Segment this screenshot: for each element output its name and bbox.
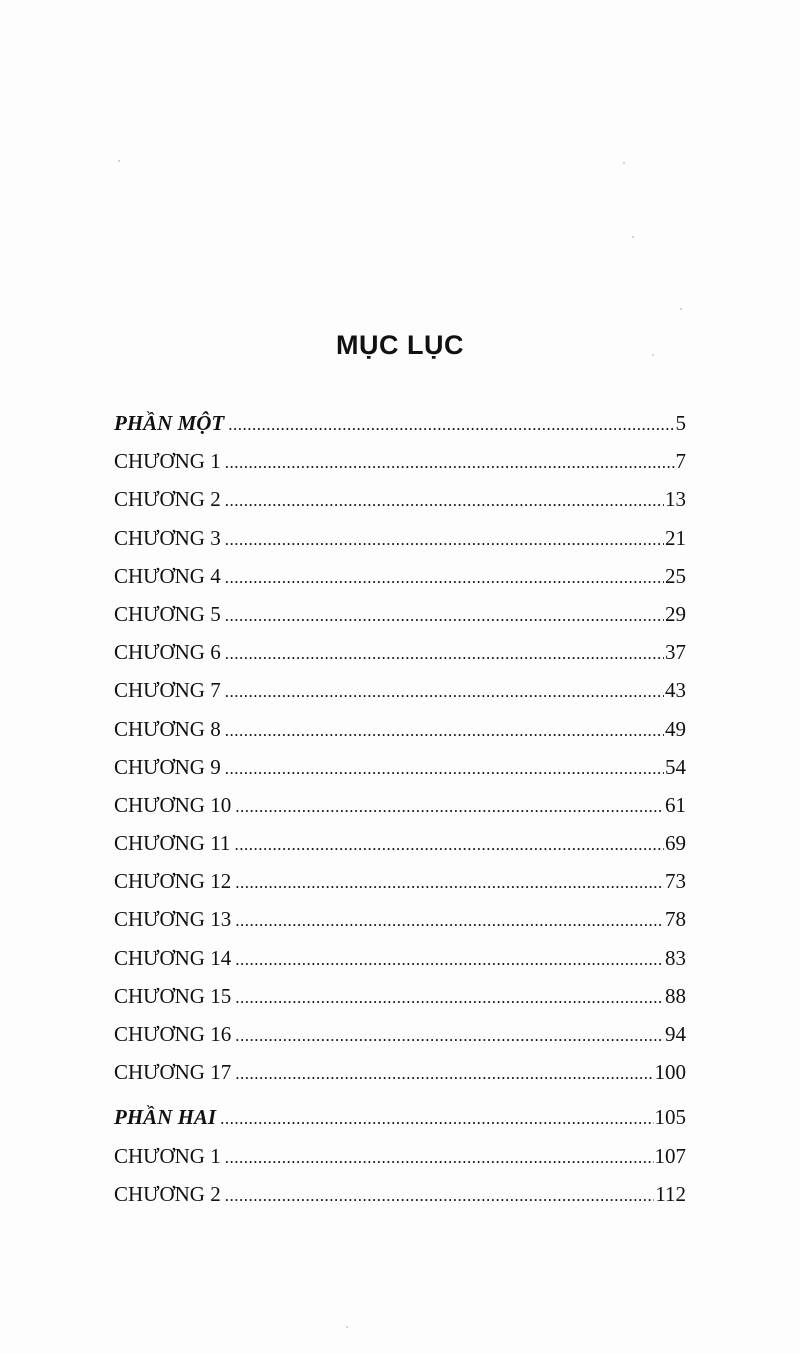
toc-page-number: 83 bbox=[665, 945, 686, 970]
dot-leader bbox=[234, 826, 664, 864]
toc-entry-label: CHƯƠNG 3 bbox=[114, 525, 221, 550]
toc-chapter-entry bbox=[114, 519, 686, 557]
dot-leader bbox=[225, 1139, 654, 1177]
dot-leader bbox=[235, 864, 664, 902]
toc-page-number: 88 bbox=[665, 983, 686, 1008]
toc-entry-label: CHƯƠNG 14 bbox=[114, 945, 232, 970]
toc-page-number: 107 bbox=[654, 1143, 686, 1168]
dot-leader bbox=[235, 941, 664, 979]
toc-chapter-entry bbox=[114, 710, 686, 748]
toc-chapter-entry bbox=[114, 671, 686, 709]
dot-leader bbox=[225, 597, 664, 635]
toc-chapter-entry bbox=[114, 939, 686, 977]
toc-page-number: 100 bbox=[654, 1060, 686, 1085]
dot-leader bbox=[235, 1017, 664, 1055]
toc-page-number: 112 bbox=[655, 1181, 686, 1206]
dot-leader bbox=[225, 1177, 655, 1215]
toc-page-number: 49 bbox=[665, 716, 686, 741]
toc-chapter-entry bbox=[114, 862, 686, 900]
toc-part-entry bbox=[114, 404, 686, 442]
toc-entry-label: CHƯƠNG 12 bbox=[114, 869, 232, 894]
toc-part-entry bbox=[114, 1098, 686, 1136]
toc-entry-label: CHƯƠNG 16 bbox=[114, 1022, 232, 1046]
toc-entry-label: CHƯƠNG 1 bbox=[114, 449, 221, 474]
toc-page-number: 105 bbox=[654, 1105, 686, 1130]
page-title: MỤC LỤC bbox=[336, 330, 464, 361]
toc-page-number: 25 bbox=[665, 563, 686, 588]
toc-entry-label: PHẦN MỘT bbox=[114, 411, 225, 435]
dot-leader bbox=[220, 1100, 653, 1138]
toc-entry-label: PHẦN HAI bbox=[114, 1105, 217, 1130]
toc-chapter-entry bbox=[114, 480, 686, 518]
dot-leader bbox=[225, 750, 664, 788]
toc-entry-label: CHƯƠNG 11 bbox=[114, 831, 231, 856]
toc-chapter-entry bbox=[114, 824, 686, 862]
toc-chapter-entry bbox=[114, 595, 686, 633]
dot-leader bbox=[225, 521, 664, 559]
dot-leader bbox=[235, 979, 664, 1017]
toc-chapter-entry bbox=[114, 977, 686, 1015]
dot-leader bbox=[225, 712, 664, 750]
toc-entry-label: CHƯƠNG 10 bbox=[114, 792, 232, 817]
table-of-contents bbox=[114, 404, 686, 1213]
toc-chapter-entry bbox=[114, 748, 686, 786]
toc-page-number: 61 bbox=[665, 792, 686, 817]
toc-entry-label: CHƯƠNG 2 bbox=[114, 1181, 221, 1206]
toc-chapter-entry bbox=[114, 1175, 686, 1213]
dot-leader bbox=[228, 406, 674, 444]
toc-page-number: 21 bbox=[665, 525, 686, 550]
scan-speck bbox=[346, 1326, 348, 1328]
scan-speck bbox=[623, 162, 625, 164]
dot-leader bbox=[235, 788, 664, 826]
toc-entry-label: CHƯƠNG 4 bbox=[114, 563, 221, 588]
toc-page-number: 7 bbox=[675, 449, 686, 474]
dot-leader bbox=[225, 444, 675, 482]
toc-entry-label: CHƯƠNG 17 bbox=[114, 1060, 232, 1085]
toc-page-number: 29 bbox=[665, 601, 686, 626]
dot-leader bbox=[225, 673, 664, 711]
toc-entry-label: CHƯƠNG 5 bbox=[114, 601, 221, 626]
toc-chapter-entry bbox=[114, 1053, 686, 1091]
toc-entry-label: CHƯƠNG 8 bbox=[114, 716, 221, 741]
toc-page-number: 13 bbox=[665, 487, 686, 512]
toc-entry-label: CHƯƠNG 1 bbox=[114, 1143, 221, 1168]
toc-chapter-entry bbox=[114, 786, 686, 824]
toc-entry-label: CHƯƠNG 6 bbox=[114, 640, 221, 665]
toc-page-number: 73 bbox=[665, 869, 686, 894]
toc-chapter-entry bbox=[114, 442, 686, 480]
toc-page-number: 54 bbox=[665, 754, 686, 779]
toc-page-number: 5 bbox=[675, 411, 686, 435]
toc-chapter-entry bbox=[114, 557, 686, 595]
dot-leader bbox=[225, 635, 664, 673]
toc-page-number: 37 bbox=[665, 640, 686, 665]
dot-leader bbox=[225, 559, 664, 597]
toc-entry-label: CHƯƠNG 2 bbox=[114, 487, 221, 512]
toc-entry-label: CHƯƠNG 15 bbox=[114, 983, 232, 1008]
toc-chapter-entry bbox=[114, 1137, 686, 1175]
scan-speck bbox=[118, 160, 120, 162]
toc-page-number: 78 bbox=[665, 907, 686, 932]
toc-chapter-entry bbox=[114, 900, 686, 938]
toc-entry-label: CHƯƠNG 7 bbox=[114, 678, 221, 703]
toc-page-number: 69 bbox=[665, 831, 686, 856]
toc-entry-label: CHƯƠNG 13 bbox=[114, 907, 232, 932]
toc-page-number: 43 bbox=[665, 678, 686, 703]
scan-speck bbox=[680, 308, 682, 310]
toc-chapter-entry bbox=[114, 1015, 686, 1053]
scan-speck bbox=[632, 236, 634, 238]
dot-leader bbox=[235, 1055, 653, 1093]
toc-chapter-entry bbox=[114, 633, 686, 671]
toc-entry-label: CHƯƠNG 9 bbox=[114, 754, 221, 779]
dot-leader bbox=[235, 902, 664, 940]
toc-page-number: 94 bbox=[665, 1022, 686, 1046]
dot-leader bbox=[225, 482, 664, 520]
